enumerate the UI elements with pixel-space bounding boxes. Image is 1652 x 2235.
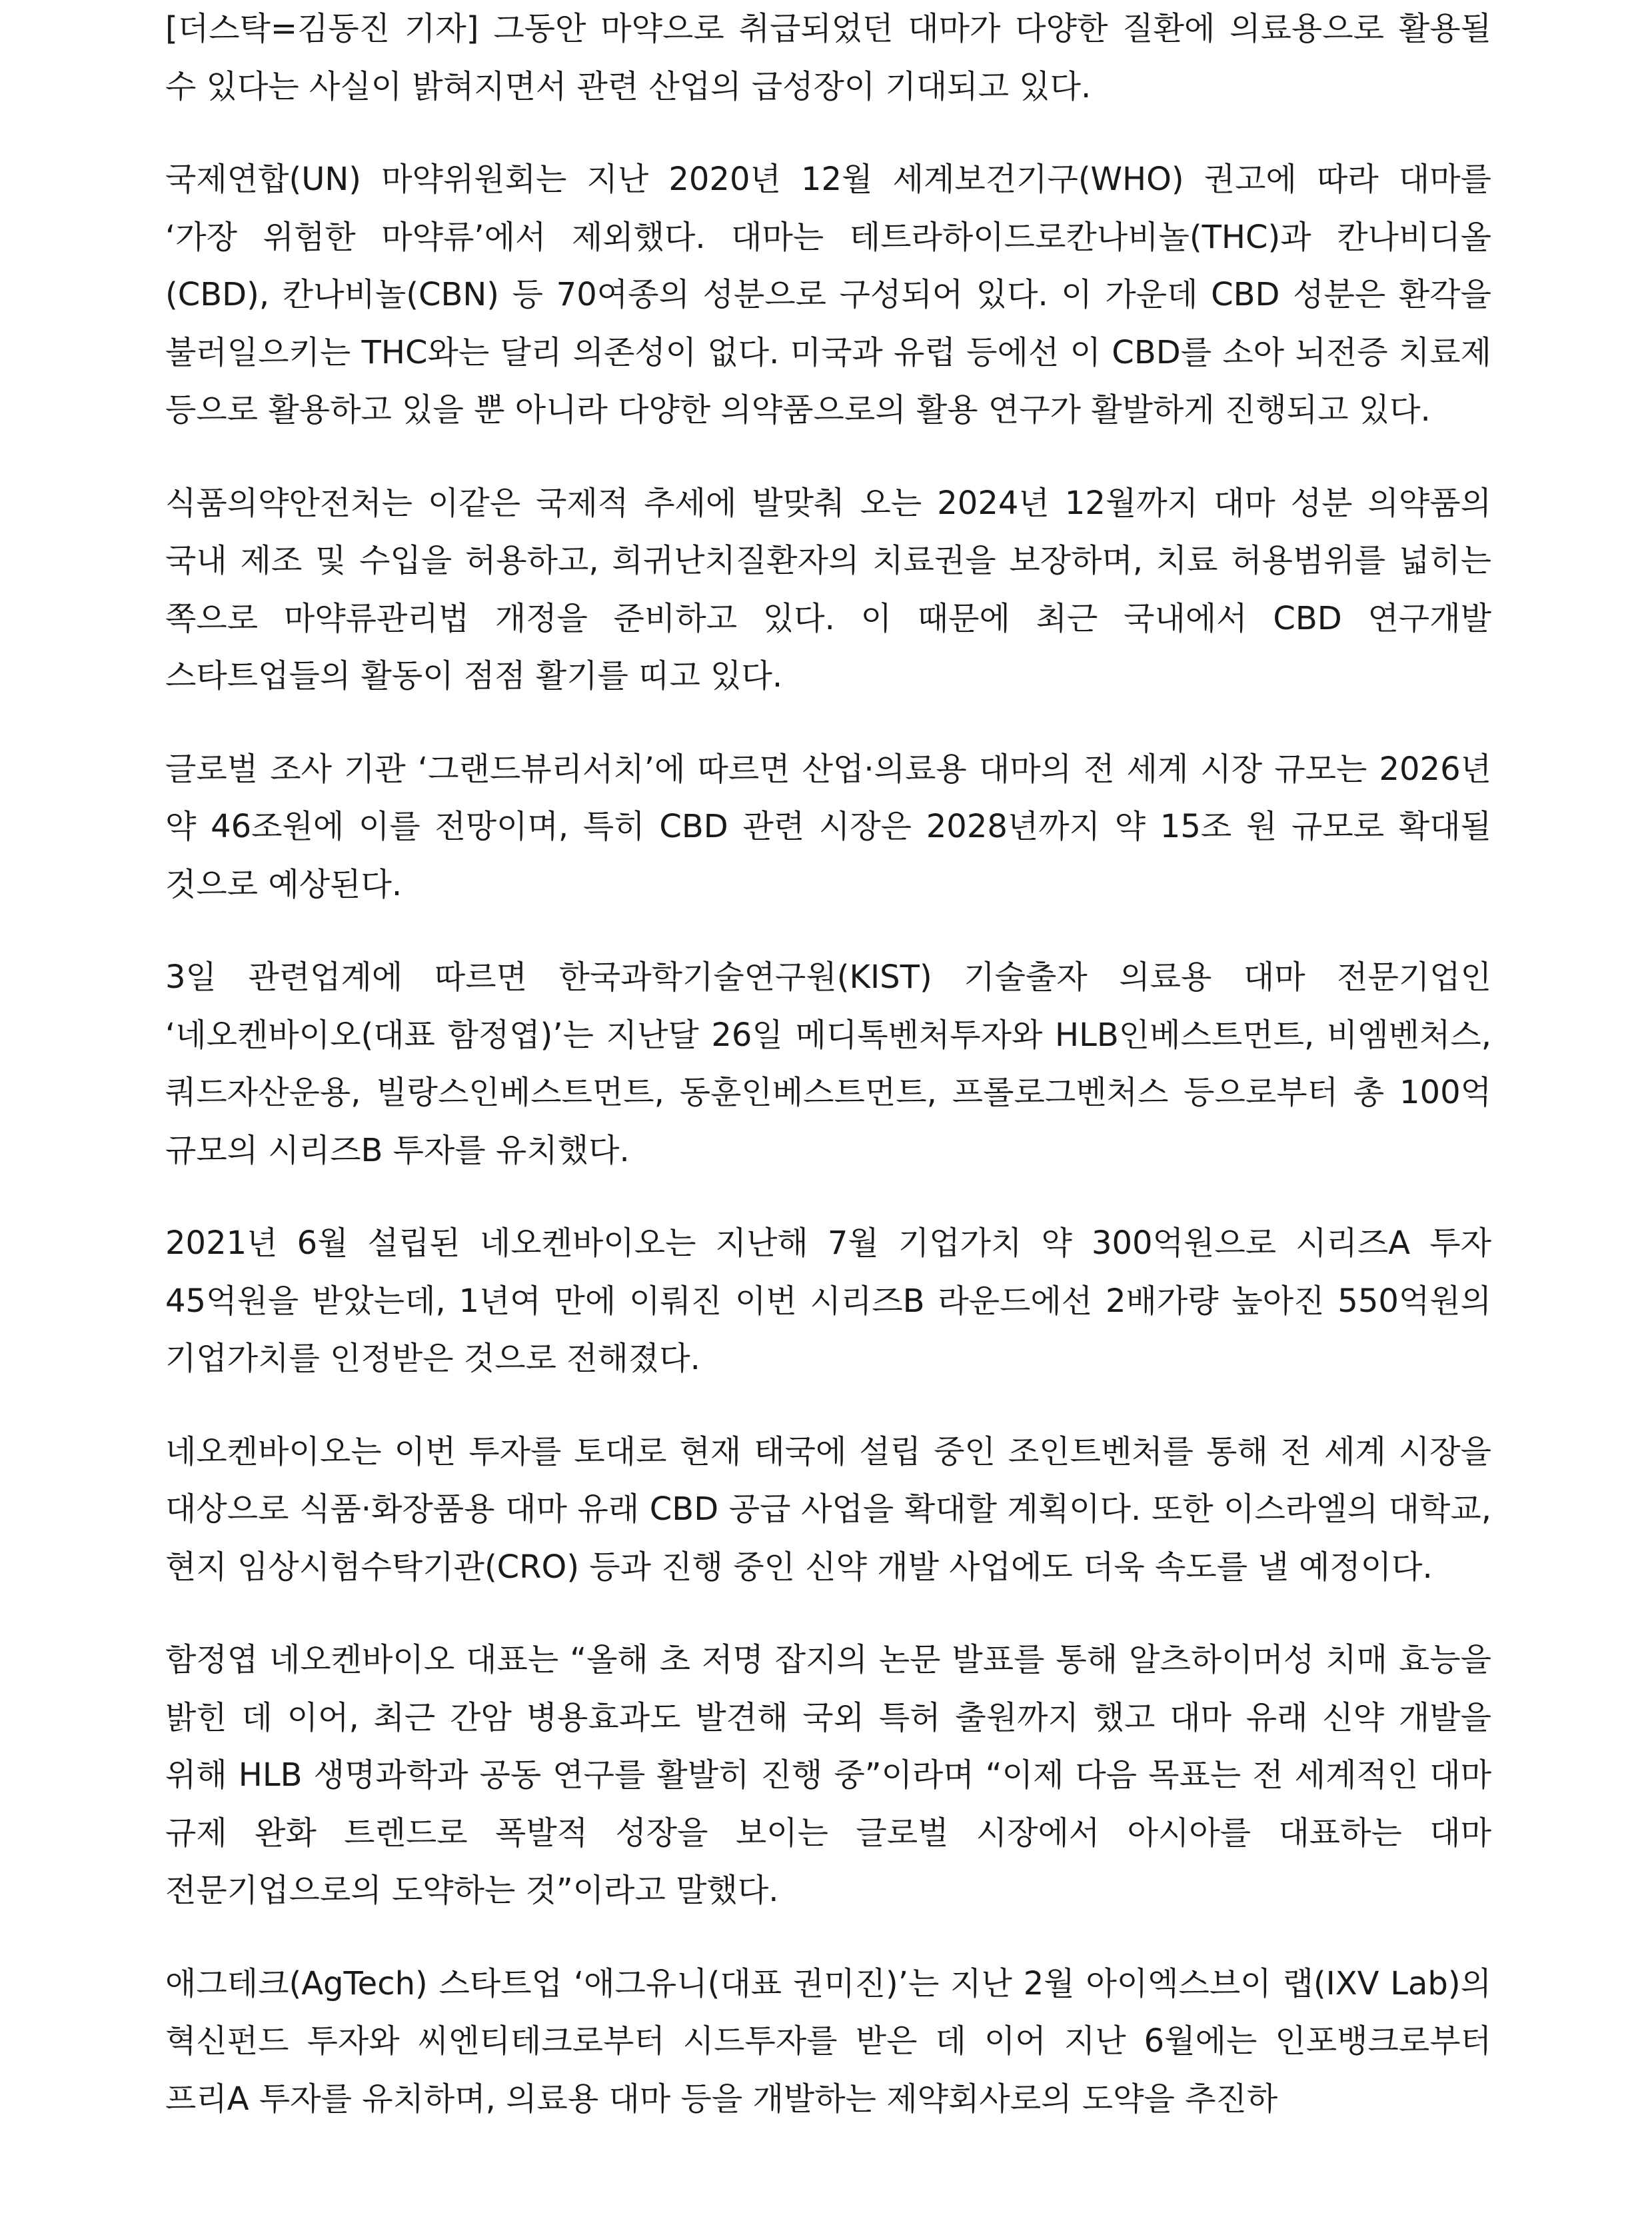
article-paragraph-6: 2021년 6월 설립된 네오켄바이오는 지난해 7월 기업가치 약 300억원으로 시리즈A 투자 45억원을 받았는데, 1년여 만에 이뤄진 이번 시리즈B 라운드에선 2배가량 높아진 550억원의 기업가치를 인정받은 것으로 전해졌다. [165,1224,1491,1377]
article-paragraph-9: 애그테크(AgTech) 스타트업 ‘애그유니(대표 권미진)’는 지난 2월 아이엑스브이 랩(IXV Lab)의 혁신펀드 투자와 씨엔티테크로부터 시드투자를 받은 데 이어 지난 6월에는 인포뱅크로부터 프리A 투자를 유치하며, 의료용 대마 등을 개발하는 제약회사로의 도약을 추진하 [165,1964,1491,2118]
article-paragraph-7: 네오켄바이오는 이번 투자를 토대로 현재 태국에 설립 중인 조인트벤처를 통해 전 세계 시장을 대상으로 식품·화장품용 대마 유래 CBD 공급 사업을 확대할 계획이다. 또한 이스라엘의 대학교, 현지 임상시험수탁기관(CRO) 등과 진행 중인 신약 개발 사업에도 더욱 속도를 낼 예정이다. [165,1432,1491,1586]
article-body [165,0,1491,2163]
article-paragraph-1: [더스탁=김동진 기자] 그동안 마약으로 취급되었던 대마가 다양한 질환에 의료용으로 활용될 수 있다는 사실이 밝혀지면서 관련 산업의 급성장이 기대되고 있다. [165,10,1491,105]
article-paragraph-2: 국제연합(UN) 마약위원회는 지난 2020년 12월 세계보건기구(WHO) 권고에 따라 대마를 ‘가장 위험한 마약류’에서 제외했다. 대마는 테트라하이드로칸나비놀(THC)과 칸나비디올(CBD), 칸나비놀(CBN) 등 70여종의 성분으로 구성되어 있다. 이 가운데 CBD 성분은 환각을 불러일으키는 THC와는 달리 의존성이 없다. 미국과 유럽 등에선 이 CBD를 소아 뇌전증 치료제 등으로 활용하고 있을 뿐 아니라 다양한 의약품으로의 활용 연구가 활발하게 진행되고 있다. [165,161,1491,429]
article-paragraph-3: 식품의약안전처는 이같은 국제적 추세에 발맞춰 오는 2024년 12월까지 대마 성분 의약품의 국내 제조 및 수입을 허용하고, 희귀난치질환자의 치료권을 보장하며, 치료 허용범위를 넓히는 쪽으로 마약류관리법 개정을 준비하고 있다. 이 때문에 최근 국내에서 CBD 연구개발 스타트업들의 활동이 점점 활기를 띠고 있다. [165,484,1491,695]
article-paragraph-5: 3일 관련업계에 따르면 한국과학기술연구원(KIST) 기술출자 의료용 대마 전문기업인 ‘네오켄바이오(대표 함정엽)’는 지난달 26일 메디톡벤처투자와 HLB인베스트먼트, 비엠벤처스, 쿼드자산운용, 빌랑스인베스트먼트, 동훈인베스트먼트, 프롤로그벤처스 등으로부터 총 100억 규모의 시리즈B 투자를 유치했다. [165,959,1491,1169]
article-paragraph-4: 글로벌 조사 기관 ‘그랜드뷰리서치’에 따르면 산업·의료용 대마의 전 세계 시장 규모는 2026년 약 46조원에 이를 전망이며, 특히 CBD 관련 시장은 2028년까지 약 15조 원 규모로 확대될 것으로 예상된다. [165,750,1491,903]
article-paragraph-8: 함정엽 네오켄바이오 대표는 “올해 초 저명 잡지의 논문 발표를 통해 알츠하이머성 치매 효능을 밝힌 데 이어, 최근 간암 병용효과도 발견해 국외 특허 출원까지 했고 대마 유래 신약 개발을 위해 HLB 생명과학과 공동 연구를 활발히 진행 중”이라며 “이제 다음 목표는 전 세계적인 대마 규제 완화 트렌드로 폭발적 성장을 보이는 글로벌 시장에서 아시아를 대표하는 대마 전문기업으로의 도약하는 것”이라고 말했다. [165,1641,1491,1909]
